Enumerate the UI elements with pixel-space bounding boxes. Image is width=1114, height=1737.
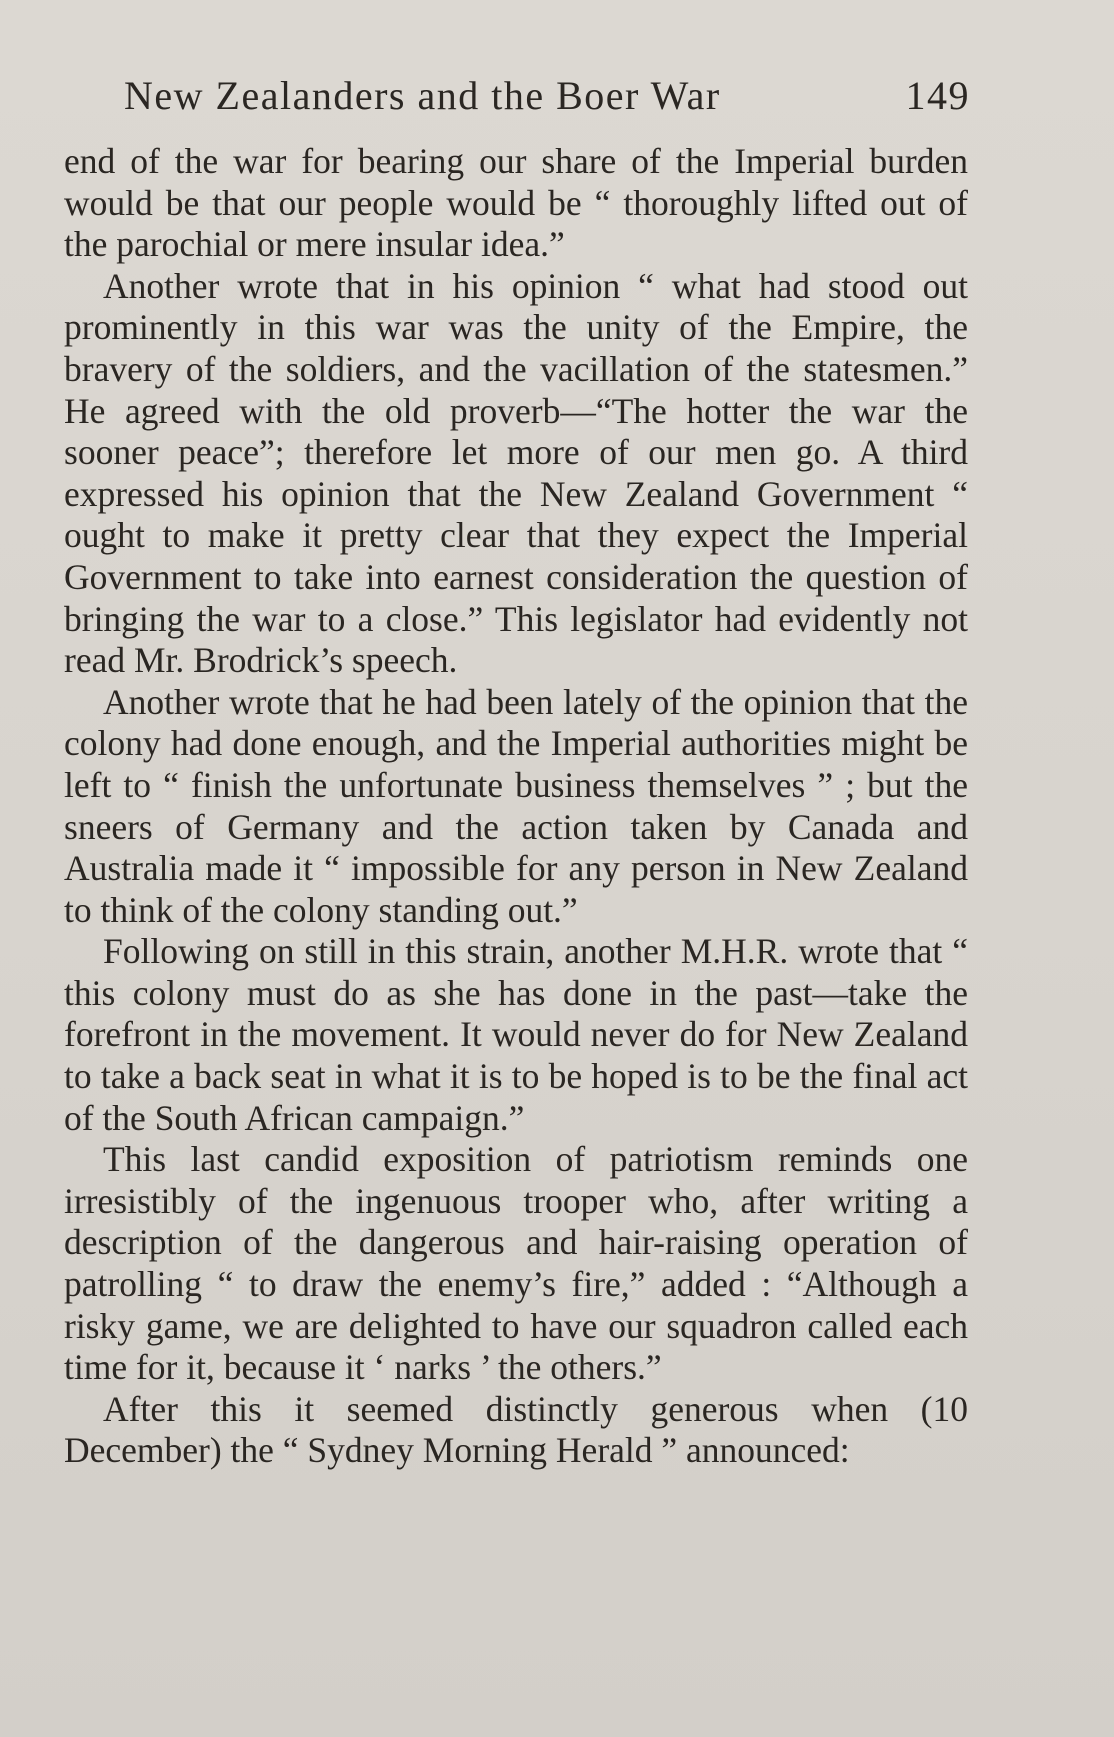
paragraph-3: Another wrote that he had been lately of the opinion that the colony had done enough, and the Imperial authorities might be left to “ finish the unfortunate business themselves ” ; but the sneers of Germany and the action taken by Canada and Australia made it “ impossible for any person in New Zealand to think of the colony standing out.” <box>64 681 968 930</box>
paragraph-5: This last candid exposition of patriotism reminds one irresistibly of the ingenuous trooper who, after writing a description of the dangerous and hair-raising operation of patrolling “ to draw the enemy’s fire,” added : “Although a risky game, we are delighted to have our squadron called each time for it, because it ‘ narks ’ the others.” <box>64 1139 968 1388</box>
body-text <box>64 141 968 1472</box>
paragraph-6: After this it seemed distinctly generous when (10 December) the “ Sydney Morning Herald ” announced: <box>64 1388 968 1471</box>
paragraph-4: Following on still in this strain, another M.H.R. wrote that “ this colony must do as she has done in the past—take the forefront in the movement. It would never do for New Zealand to take a back seat in what it is to be hoped is to be the final act of the South African campaign.” <box>64 931 968 1138</box>
paragraph-2: Another wrote that in his opinion “ what had stood out prominently in this war was the unity of the Empire, the bravery of the soldiers, and the vacillation of the statesmen.” He agreed with the old proverb—“The hotter the war the sooner peace”; therefore let more of our men go. A third expressed his opinion that the New Zealand Government “ ought to make it pretty clear that they expect the Imperial Government to take into earnest consideration the question of bringing the war to a close.” This legislator had evidently not read Mr. Brodrick’s speech. <box>64 265 968 681</box>
running-title: New Zealanders and the Boer War <box>124 73 721 118</box>
page-number: 149 <box>905 73 970 118</box>
running-head <box>124 72 970 128</box>
paragraph-1: end of the war for bearing our share of the Imperial burden would be that our people would be “ thoroughly lifted out of the parochial or mere insular idea.” <box>64 141 968 265</box>
